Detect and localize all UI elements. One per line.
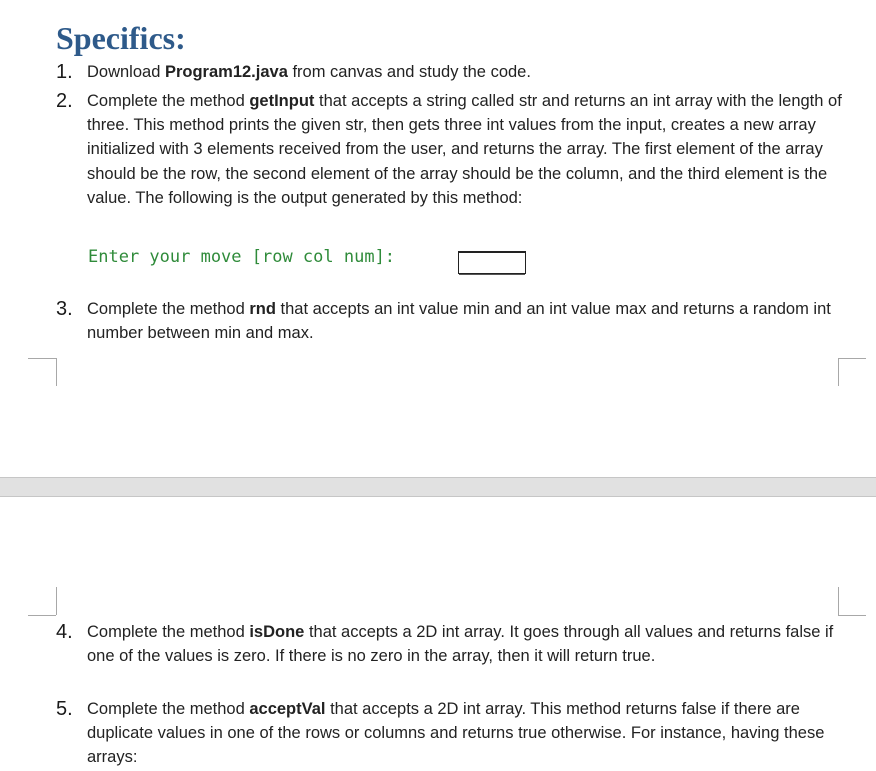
method-name: rnd [249,300,276,318]
list-item-text: Complete the method isDone that accepts a 2D int array. It goes through all values and returns false if one of the values is zero. If there is no zero in the array, then it will return true. [87,623,834,666]
list-item-text: Complete the method rnd that accepts an int value min and an int value max and returns a random int number between min and max. [87,300,831,343]
list-item-3 [56,297,846,345]
method-name: Program12.java [164,63,288,81]
list-item-4 [56,620,846,668]
method-name: getInput [249,92,315,110]
list-item-text: Complete the method acceptVal that accepts a 2D int array. This method returns false if there are duplicate values in one of the rows or columns and returns true otherwise. For instance, having these arrays: [87,700,825,767]
page-break [0,477,876,497]
list-item-1 [56,60,846,84]
method-name: acceptVal [249,700,326,718]
page-heading: Specifics: [56,20,186,56]
console-output-prompt: Enter your move [row col num]: [88,247,396,267]
method-name: isDone [249,623,305,641]
list-item-text: Download Program12.java from canvas and study the code. [87,63,531,81]
list-number: 1. [56,61,73,83]
console-input-box [458,251,526,274]
list-number: 3. [56,298,73,320]
list-item-5 [56,697,846,770]
list-number: 2. [56,90,73,112]
list-number: 4. [56,621,73,643]
list-item-2 [56,89,846,210]
list-number: 5. [56,698,73,720]
list-item-text: Complete the method getInput that accepts a string called str and returns an int array with the length of three. This method prints the given str, then gets three int values from the input, creates a new array initialized with 3 elements received from the user, and returns the array. The first element of the array should be the row, the second element of the array should be the column, and the third element is the value. The following is the output generated by this method: [87,92,842,207]
